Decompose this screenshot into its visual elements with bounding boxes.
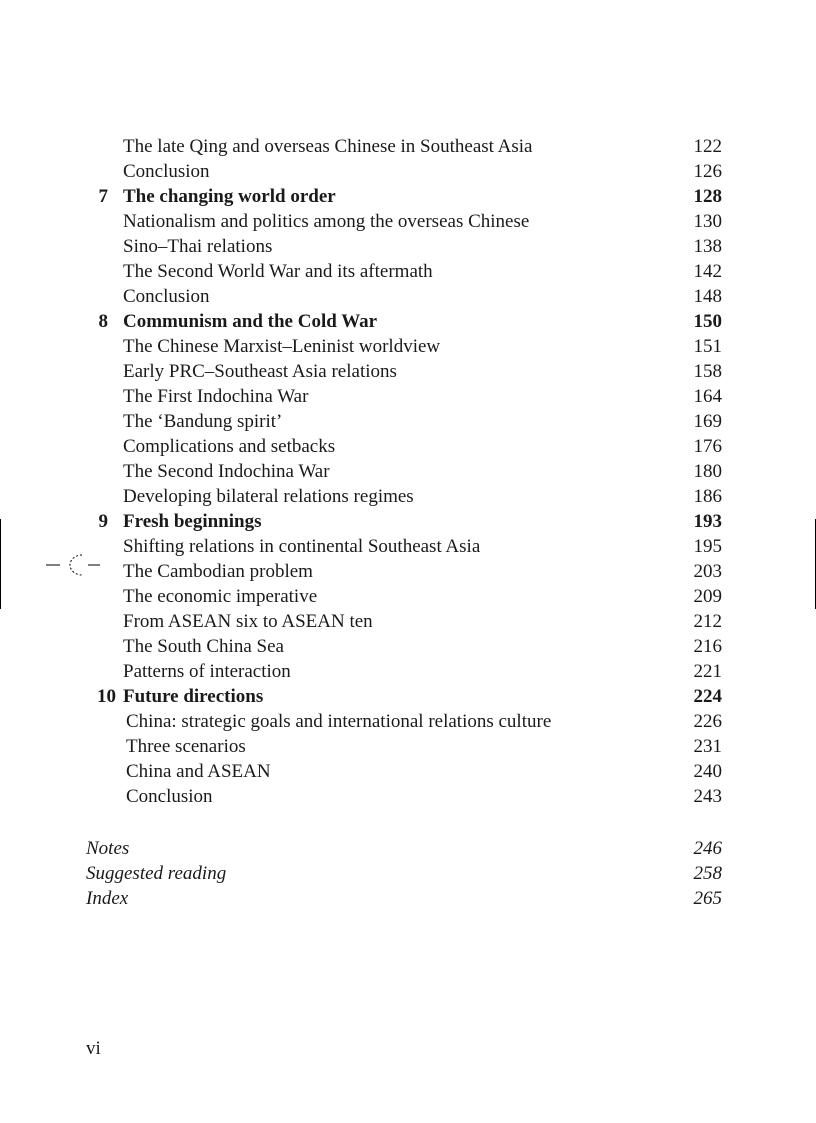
entry-title: Complications and setbacks (123, 436, 336, 457)
entry-title: The economic imperative (123, 586, 318, 607)
entry-page: 186 (693, 486, 722, 507)
entry-title: Conclusion (123, 286, 210, 307)
crop-mark-left (0, 519, 1, 609)
entry-title: Conclusion (123, 161, 210, 182)
back-matter-title: Suggested reading (86, 863, 227, 884)
chapter-title: Communism and the Cold War (123, 311, 378, 332)
toc-chapter (86, 184, 722, 209)
toc-entry (86, 434, 722, 459)
toc-entry (86, 284, 722, 309)
chapter-title: Future directions (123, 686, 264, 707)
entry-title: The ‘Bandung spirit’ (123, 411, 283, 432)
back-matter-entry (86, 861, 722, 886)
chapter-page: 224 (693, 686, 722, 707)
entry-page: 151 (693, 336, 722, 357)
table-of-contents (86, 134, 722, 809)
toc-entry (86, 659, 722, 684)
entry-title: Three scenarios (126, 736, 246, 757)
toc-entry (86, 459, 722, 484)
entry-page: 203 (693, 561, 722, 582)
entry-title: The First Indochina War (123, 386, 309, 407)
toc-entry (86, 384, 722, 409)
entry-page: 195 (693, 536, 722, 557)
toc-entry (86, 209, 722, 234)
toc-chapter (86, 509, 722, 534)
entry-title: The South China Sea (123, 636, 284, 657)
entry-page: 226 (693, 711, 722, 732)
chapter-title: Fresh beginnings (123, 511, 262, 532)
entry-title: The Cambodian problem (123, 561, 313, 582)
entry-title: The late Qing and overseas Chinese in Southeast Asia (123, 136, 533, 157)
back-matter-page: 265 (693, 888, 722, 909)
entry-page: 216 (693, 636, 722, 657)
chapter-page: 193 (693, 511, 722, 532)
chapter-number: 8 (98, 311, 108, 332)
page-folio: vi (86, 1038, 101, 1059)
toc-entry (86, 359, 722, 384)
entry-page: 231 (693, 736, 722, 757)
entry-page: 209 (693, 586, 722, 607)
toc-entry (86, 709, 722, 734)
toc-entry (86, 634, 722, 659)
entry-page: 130 (693, 211, 722, 232)
entry-page: 221 (693, 661, 722, 682)
entry-title: Nationalism and politics among the overseas Chinese (123, 211, 530, 232)
entry-page: 169 (693, 411, 722, 432)
toc-entry (86, 759, 722, 784)
toc-entry (86, 534, 722, 559)
back-matter-entry (86, 886, 722, 911)
toc-entry (86, 559, 722, 584)
back-matter-list (86, 836, 722, 911)
toc-entry (86, 784, 722, 809)
toc-chapter (86, 309, 722, 334)
entry-page: 243 (693, 786, 722, 807)
entry-title: From ASEAN six to ASEAN ten (123, 611, 373, 632)
entry-page: 138 (693, 236, 722, 257)
chapter-title: The changing world order (123, 186, 336, 207)
entry-title: The Chinese Marxist–Leninist worldview (123, 336, 441, 357)
chapter-page: 128 (693, 186, 722, 207)
back-matter-page: 258 (693, 863, 722, 884)
toc-entry (86, 134, 722, 159)
toc-entry (86, 484, 722, 509)
entry-title: Sino–Thai relations (123, 236, 273, 257)
entry-page: 148 (693, 286, 722, 307)
entry-page: 180 (693, 461, 722, 482)
entry-page: 212 (693, 611, 722, 632)
toc-entry (86, 159, 722, 184)
toc-entry (86, 409, 722, 434)
entry-title: Patterns of interaction (123, 661, 291, 682)
entry-title: The Second World War and its aftermath (123, 261, 433, 282)
entry-page: 164 (693, 386, 722, 407)
entry-page: 126 (693, 161, 722, 182)
chapter-number: 10 (97, 686, 116, 707)
toc-entry (86, 609, 722, 634)
toc-entry (86, 334, 722, 359)
toc-entry (86, 734, 722, 759)
toc-entry (86, 584, 722, 609)
back-matter-page: 246 (693, 838, 722, 859)
entry-page: 158 (693, 361, 722, 382)
toc-chapter (86, 684, 722, 709)
toc-entry (86, 234, 722, 259)
entry-title: China and ASEAN (126, 761, 271, 782)
chapter-page: 150 (693, 311, 722, 332)
back-matter-title: Index (86, 888, 129, 909)
entry-page: 240 (693, 761, 722, 782)
entry-title: China: strategic goals and international relations culture (126, 711, 552, 732)
entry-page: 176 (693, 436, 722, 457)
toc-entry (86, 259, 722, 284)
back-matter-title: Notes (86, 838, 130, 859)
chapter-number: 9 (98, 511, 108, 532)
entry-title: Developing bilateral relations regimes (123, 486, 414, 507)
back-matter-entry (86, 836, 722, 861)
entry-title: Shifting relations in continental Southeast Asia (123, 536, 481, 557)
entry-title: The Second Indochina War (123, 461, 330, 482)
entry-title: Early PRC–Southeast Asia relations (123, 361, 397, 382)
chapter-number: 7 (98, 186, 108, 207)
entry-page: 142 (693, 261, 722, 282)
entry-page: 122 (693, 136, 722, 157)
entry-title: Conclusion (126, 786, 213, 807)
